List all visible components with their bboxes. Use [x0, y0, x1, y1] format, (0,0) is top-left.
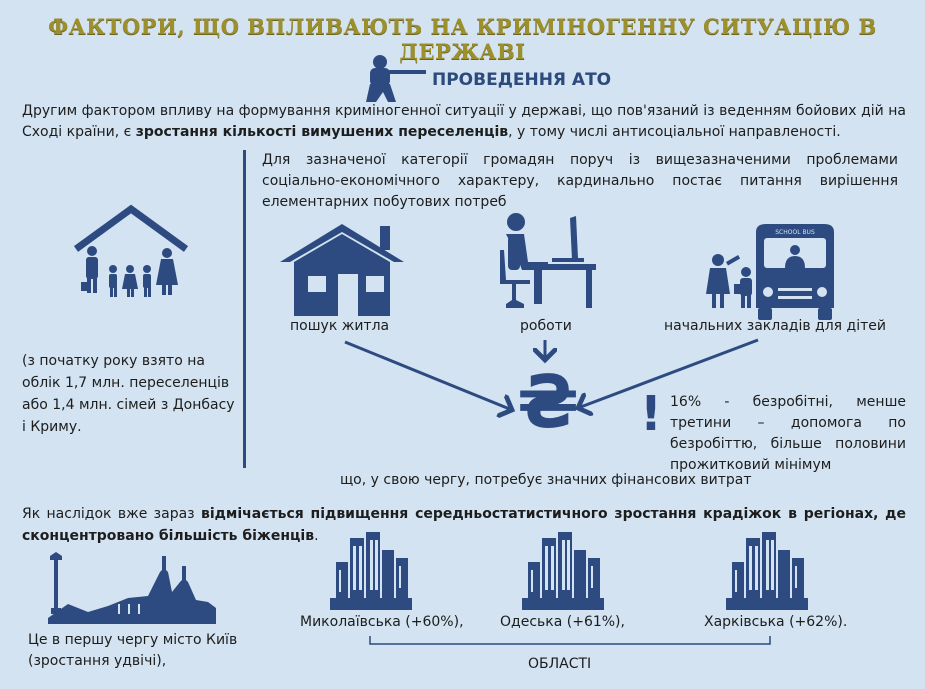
region-label-mykolaiv: Миколаївська (+60%), [300, 614, 464, 630]
page-title: ФАКТОРИ, ЩО ВПЛИВАЮТЬ НА КРИМІНОГЕННУ СИТУАЦІЮ В ДЕРЖАВІ [48, 14, 877, 64]
cost-note: що, у свою чергу, потребує значних фінансових витрат [340, 472, 752, 488]
bus-sign-text: SCHOOL BUS [775, 229, 815, 236]
label-housing: пошук житла [290, 318, 390, 334]
consequence-text-2: . [314, 528, 319, 544]
needs-intro: Для зазначеної категорії громадян поруч із вищезазначеними проблемами соціально-економічного характеру, кардинально постає питання вирішення елементарних побутових потреб [262, 152, 898, 210]
unemployment-note: 16% - безробітні, менше третини – допомога по безробіттю, більше половини прожитковий мінімум [670, 394, 906, 473]
region-label-kharkiv: Харківська (+62%). [704, 614, 848, 630]
exclamation-icon: ! [640, 386, 662, 442]
consequence-bold: відмічається підвищення середньостатистичного зростання крадіжок в регіонах, де сконцентровано більшість біженців [22, 506, 906, 544]
region-label-odesa: Одеська (+61%), [500, 614, 625, 630]
kyiv-note: Це в першу чергу місто Київ (зростання удвічі), [28, 632, 238, 669]
refugee-stats: (з початку року взято на облік 1,7 млн. переселенців або 1,4 млн. сімей з Донбасу і Криму. [22, 353, 235, 435]
label-work: роботи [520, 318, 572, 334]
label-schools: начальних закладів для дітей [664, 318, 886, 334]
regions-caption: ОБЛАСТІ [528, 656, 592, 672]
hryvnia-icon: ₴ [517, 360, 579, 444]
consequence-text-1: Як наслідок вже зараз [22, 506, 201, 522]
intro-bold: зростання кількості вимушених переселенців [135, 124, 509, 140]
intro-text-2: , у тому числі антисоціальної направленості. [508, 124, 841, 140]
section-subtitle: ПРОВЕДЕННЯ АТО [432, 70, 612, 90]
intro-text-1: Другим фактором впливу на формування криміногенної ситуації у державі, що пов'язаний із веденням бойових дій на Сході країни, є [22, 103, 906, 140]
